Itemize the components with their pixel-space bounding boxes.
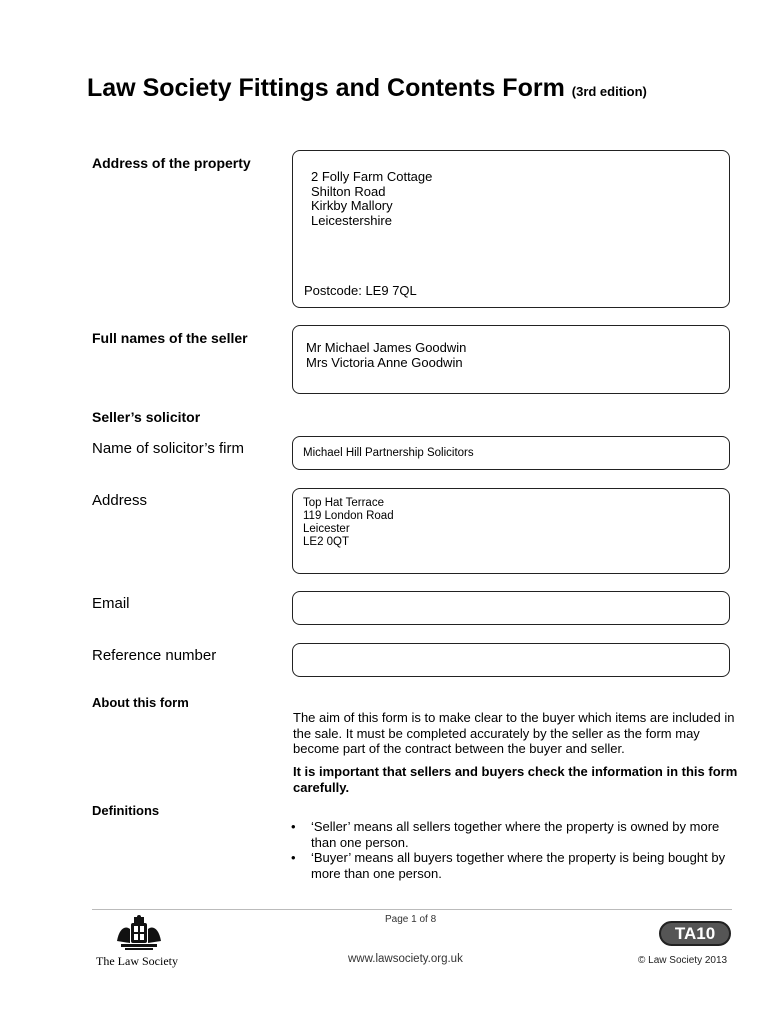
seller-names-box[interactable] xyxy=(292,325,730,394)
property-address-line: Shilton Road xyxy=(311,183,386,199)
solicitor-firm-label: Name of solicitor’s firm xyxy=(92,440,244,457)
property-address-line: Kirkby Mallory xyxy=(311,198,393,213)
about-label: About this form xyxy=(92,695,189,710)
about-text: The aim of this form is to make clear to the buyer which items are included in the sale. It must be completed accurately by the seller as the form may become part of the contract between the buyer and seller. xyxy=(293,710,735,756)
solicitor-firm-value: Michael Hill Partnership Solicitors xyxy=(303,447,474,459)
property-address-line: 2 Folly Farm Cottage xyxy=(311,169,433,184)
solicitor-address-label: Address xyxy=(92,492,148,509)
postcode-value: LE9 7QL xyxy=(365,283,417,298)
seller-name: Mr Michael James Goodwin xyxy=(306,340,467,355)
solicitor-firm-field[interactable] xyxy=(292,436,730,470)
solicitor-address-line: 119 London Road xyxy=(303,510,394,522)
copyright-text: © Law Society 2013 xyxy=(638,955,728,966)
footer-divider xyxy=(92,909,732,910)
solicitor-address-line: Top Hat Terrace xyxy=(303,497,384,509)
reference-field[interactable] xyxy=(292,643,730,677)
email-field[interactable] xyxy=(292,591,730,625)
property-address-box[interactable] xyxy=(292,150,730,308)
law-society-crest-icon xyxy=(113,915,165,955)
email-label: Email xyxy=(92,595,130,612)
solicitor-address-line: LE2 0QT xyxy=(303,536,350,548)
form-title xyxy=(87,74,647,103)
definition-item: • ‘Seller’ means all sellers together where the property is owned by more than one person. xyxy=(291,819,720,850)
law-society-logo-text: The Law Society xyxy=(96,954,178,968)
seller-name: Mrs Victoria Anne Goodwin xyxy=(306,354,463,370)
postcode-label: Postcode: xyxy=(304,283,362,298)
solicitor-address-box[interactable] xyxy=(292,488,730,574)
reference-label: Reference number xyxy=(92,647,217,664)
property-address-label: Address of the property xyxy=(92,155,251,171)
solicitor-heading: Seller’s solicitor xyxy=(92,409,201,425)
property-address-line: Leicestershire xyxy=(311,212,392,228)
about-important: It is important that sellers and buyers check the information in this form carefully. xyxy=(293,764,738,795)
seller-names-label: Full names of the seller xyxy=(92,330,248,346)
solicitor-address-line: Leicester xyxy=(303,523,350,535)
definitions-list xyxy=(291,819,748,881)
definitions-label: Definitions xyxy=(92,803,160,818)
website-link[interactable]: www.lawsociety.org.uk xyxy=(348,953,463,965)
form-edition: (3rd edition) xyxy=(571,84,647,99)
definition-item: • ‘Buyer’ means all buyers together where the property is being bought by more than one person. xyxy=(291,850,726,881)
page-number: Page 1 of 8 xyxy=(385,914,437,925)
form-title-main: Law Society Fittings and Contents Form xyxy=(87,74,565,102)
form-code-badge: TA10 xyxy=(659,921,731,946)
